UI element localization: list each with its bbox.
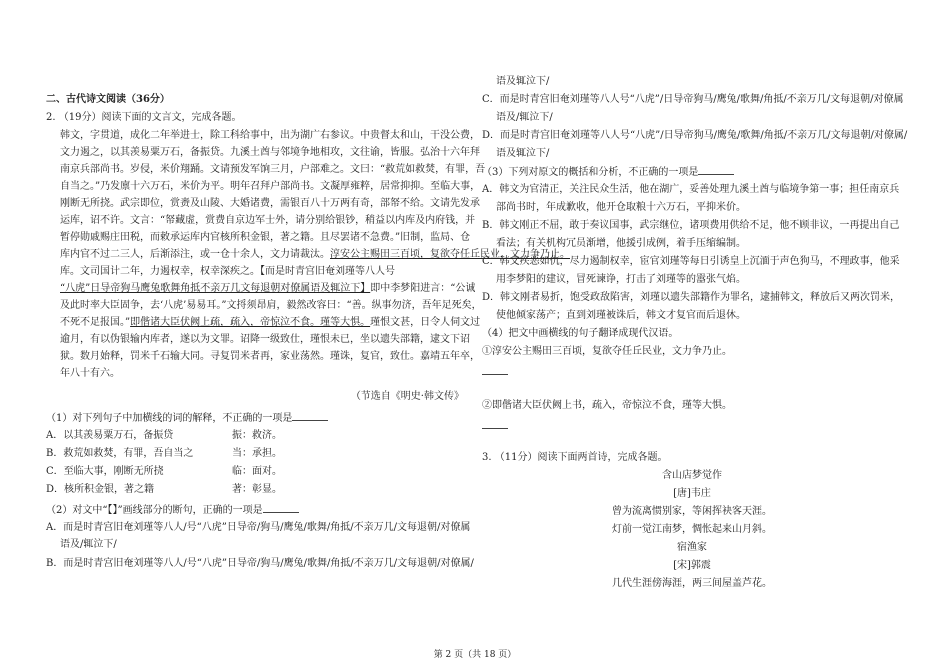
page-footer: 第 2 页（共 18 页） — [433, 650, 517, 660]
q3-option-d-line2: 使他倾家荡产；直到刘瑾被诛后，韩文才复官而后退休。 — [496, 310, 746, 321]
q3-option-b-line1[interactable]: B．韩文刚正不屈，敢于奏议国事，武宗继位，诸项费用供给不足，他不顾非议，一再提出自己 — [482, 220, 900, 231]
section-title: 二、古代诗文阅读（36分） — [46, 94, 170, 105]
passage-line-14: 狱。数月始释，罚米千石输大同。寻复罚米者再，家业荡然。瑾诛，复官，致仕。嘉靖五年卒， — [60, 351, 480, 362]
question-3-intro: 3. （11分）阅读下面两首诗，完成各题。 — [482, 452, 668, 463]
q4-sentence-2: ②即偕诸大臣伏阙上书，疏入，帝惊泣不食，瑾等大惧。 — [482, 400, 732, 411]
underlined-sentence-2: 即偕诸大臣伏阙上疏，疏入，帝惊泣不食。瑾等大惧。 — [130, 317, 371, 328]
q3-option-d-line1[interactable]: D．韩文刚者易折，饱受政敌陷害，刘瑾以遗失部籍作为罪名，逮捕韩文，释放后又两次罚米， — [482, 292, 901, 303]
passage-line-8: 库内官不过二三人，后渐添注，或一仓十余人，文力请裁汰。淳安公主赐田三百顷，复欲夺任丘民业，文力争乃止。 — [60, 249, 570, 260]
passage-line-5: 刚断无所挠。武宗即位，赏赉及山陵、大婚诸费，需银百八十万两有奇，部帑不给。文请先发承 — [60, 198, 480, 209]
answer-line-1[interactable] — [482, 364, 508, 375]
passage-line-9: 库。文司国计二年，力遏权幸，权幸深疾之。【而是时青宫旧奄刘瑾等八人号 — [60, 266, 395, 277]
q1-option-b-gloss: 当：承担。 — [232, 448, 282, 459]
q3-option-c-line2: 用李梦阳的建议，冒死谏诤，打击了刘瑾等的嚣张气焰。 — [496, 274, 746, 285]
q3-option-a-line1[interactable]: A．韩文为官清正，关注民众生活，他在湖广，妥善处理九溪土酋与临境争第一事；担任南京兵 — [482, 184, 900, 195]
q2-option-b-line1[interactable]: B．而是时青宫旧奄刘瑾等八人/号“八虎”日导帝/狗马/鹰兔/歌舞/角抵/不亲万几/文每退朝/对僚属/ — [46, 558, 474, 569]
q1-option-a[interactable]: A．以其羡易粟万石，备振贷 — [46, 430, 174, 441]
q3-stem: （3）下列对原文的概括和分析，不正确的一项是 — [482, 164, 902, 180]
q2-option-d-line1[interactable]: D．而是时青宫旧奄刘瑾等八人号“八虎”/日导帝狗马/鹰兔/歌舞/角抵/不亲万几/文每退朝/对僚属/ — [482, 130, 908, 141]
q2-option-a-line1[interactable]: A．而是时青宫旧奄刘瑾等八人/号“八虎”日导帝/狗马/鹰兔/歌舞/角抵/不亲万几/文每退朝/对僚属 — [46, 522, 471, 533]
bracketed-sentence: “八虎”日导帝狗马鹰兔歌舞角抵不亲万几文每退朝对僚属语及辄泣下】 — [60, 283, 371, 294]
passage-line-3: 南京兵部尚书。岁侵，米价翔踊。文请预发军饷三月，户部难之。文曰：“救荒如救焚，有罪，吾 — [60, 164, 486, 175]
q3-option-a-line2: 部尚书时，年成歉收，他开仓取粮十六万石，平抑米价。 — [496, 202, 746, 213]
q1-option-b[interactable]: B．救荒如救焚，有罪，吾自当之 — [46, 448, 194, 459]
poem-1-title: 含山店梦觉作 — [662, 470, 722, 481]
answer-line-2[interactable] — [482, 418, 508, 429]
q2-option-b-line2: 语及辄泣下/ — [496, 76, 550, 87]
passage-line-1: 韩文，字贯道，成化二年举进士，除工科给事中，出为湖广右参议。中贵督太和山，干没公费， — [60, 130, 480, 141]
underlined-sentence-1: 淳安公主赐田三百顷，复欲夺任丘民业，文力争乃止。 — [330, 249, 570, 260]
q3-option-b-line2: 看法；有关机构冗员渐增，他援引成例，着手压缩编制。 — [496, 238, 746, 249]
passage-line-6: 运库，诏不许。文言：“帑藏虚，赏费自京边军士外，请分别给银钞，稍益以内库及内府钱，并 — [60, 215, 476, 226]
q2-stem: （2）对文中“【】”画线部分的断句，正确的一项是 — [46, 502, 464, 518]
q1-option-c-gloss: 临：面对。 — [232, 466, 282, 477]
poem-1-line-1: 曾为流离惯别家，等闲挥袂客天涯。 — [612, 506, 772, 517]
passage-line-2: 文力遏之，以其羡易粟万石，备振贷。九溪土酋与邻境争地相攻，文往谕，皆服。弘治十六年拜 — [60, 147, 480, 158]
q1-stem: （1）对下列句子中加横线的词的解释，不正确的一项是 — [46, 410, 464, 426]
passage-line-12: 不死不足报国。”即偕诸大臣伏阙上疏，疏入，帝惊泣不食。瑾等大惧。瑾恨文甚，日令人伺文过 — [60, 317, 481, 328]
poem-1-author: [唐]韦庄 — [673, 488, 711, 499]
q3-option-c-line1[interactable]: C．韩文疾恶如仇，尽力遏制权幸，宦官刘瑾等每日引诱皇上沉湎于声色狗马，不理政事，他采 — [482, 256, 900, 267]
passage-line-11: 及此时率大臣固争，去‘八虎’易易耳。”文捋须昂肩，毅然改容曰：“善。纵事勿济，吾年足死矣， — [60, 300, 482, 311]
poem-2-author: [宋]郭震 — [673, 560, 711, 571]
q4-sentence-1: ①淳安公主赐田三百顷，复欲夺任丘民业，文力争乃止。 — [482, 346, 732, 357]
q1-option-c[interactable]: C．至临大事，刚断无所挠 — [46, 466, 164, 477]
passage-line-15: 年八十有六。 — [60, 368, 120, 379]
q4-stem: （4）把文中画横线的句子翻译成现代汉语。 — [482, 328, 679, 339]
poem-2-title: 宿渔家 — [677, 542, 707, 553]
passage-line-4: 自当之。”乃发廪十六万石，米价为平。明年召拜户部尚书。文凝厚雍粹，居常抑抑。至临大事， — [60, 181, 481, 192]
answer-blank[interactable] — [698, 164, 734, 175]
q1-option-a-gloss: 振：救济。 — [232, 430, 282, 441]
answer-blank[interactable] — [263, 502, 299, 513]
poem-2-line-1: 几代生涯傍海涯，两三间屋盖芦花。 — [612, 578, 772, 589]
passage-line-13: 逾月，有以伪银输内库者，遂以为文罪。诏降一级致仕，瑾恨未已，坐以遗失部籍，逮文下诏 — [60, 334, 470, 345]
q2-option-d-line2: 语及辄泣下/ — [496, 148, 550, 159]
passage-line-10: “八虎”日导帝狗马鹰兔歌舞角抵不亲万几文每退朝对僚属语及辄泣下】即中李梦阳进言：“公诚 — [60, 283, 476, 294]
q2-option-a-line2: 语及/辄泣下/ — [60, 539, 117, 550]
q2-option-c-line2: 语及/辄泣下/ — [496, 112, 553, 123]
answer-blank[interactable] — [292, 410, 328, 421]
passage-source: （节选自《明史·韩文传》 — [350, 391, 464, 402]
q2-option-c-line1[interactable]: C．而是时青宫旧奄刘瑾等八人号“八虎”/日导帝狗马/鹰兔/歌舞/角抵/不亲万几/文每退朝/对僚属 — [482, 94, 904, 105]
q1-option-d[interactable]: D．核所积金银，著之籍 — [46, 484, 155, 495]
poem-1-line-2: 灯前一觉江南梦，惆怅起来山月斜。 — [612, 524, 772, 535]
question-2-intro: 2. （19分）阅读下面的文言文，完成各题。 — [46, 112, 242, 123]
q1-option-d-gloss: 著：彰显。 — [232, 484, 282, 495]
passage-line-7: 暂停勋戚赐庄田税，而敕承运库内官核所积金银，著之籍。且尽罢诸不急费。”旧制，监局、仓 — [60, 232, 471, 243]
